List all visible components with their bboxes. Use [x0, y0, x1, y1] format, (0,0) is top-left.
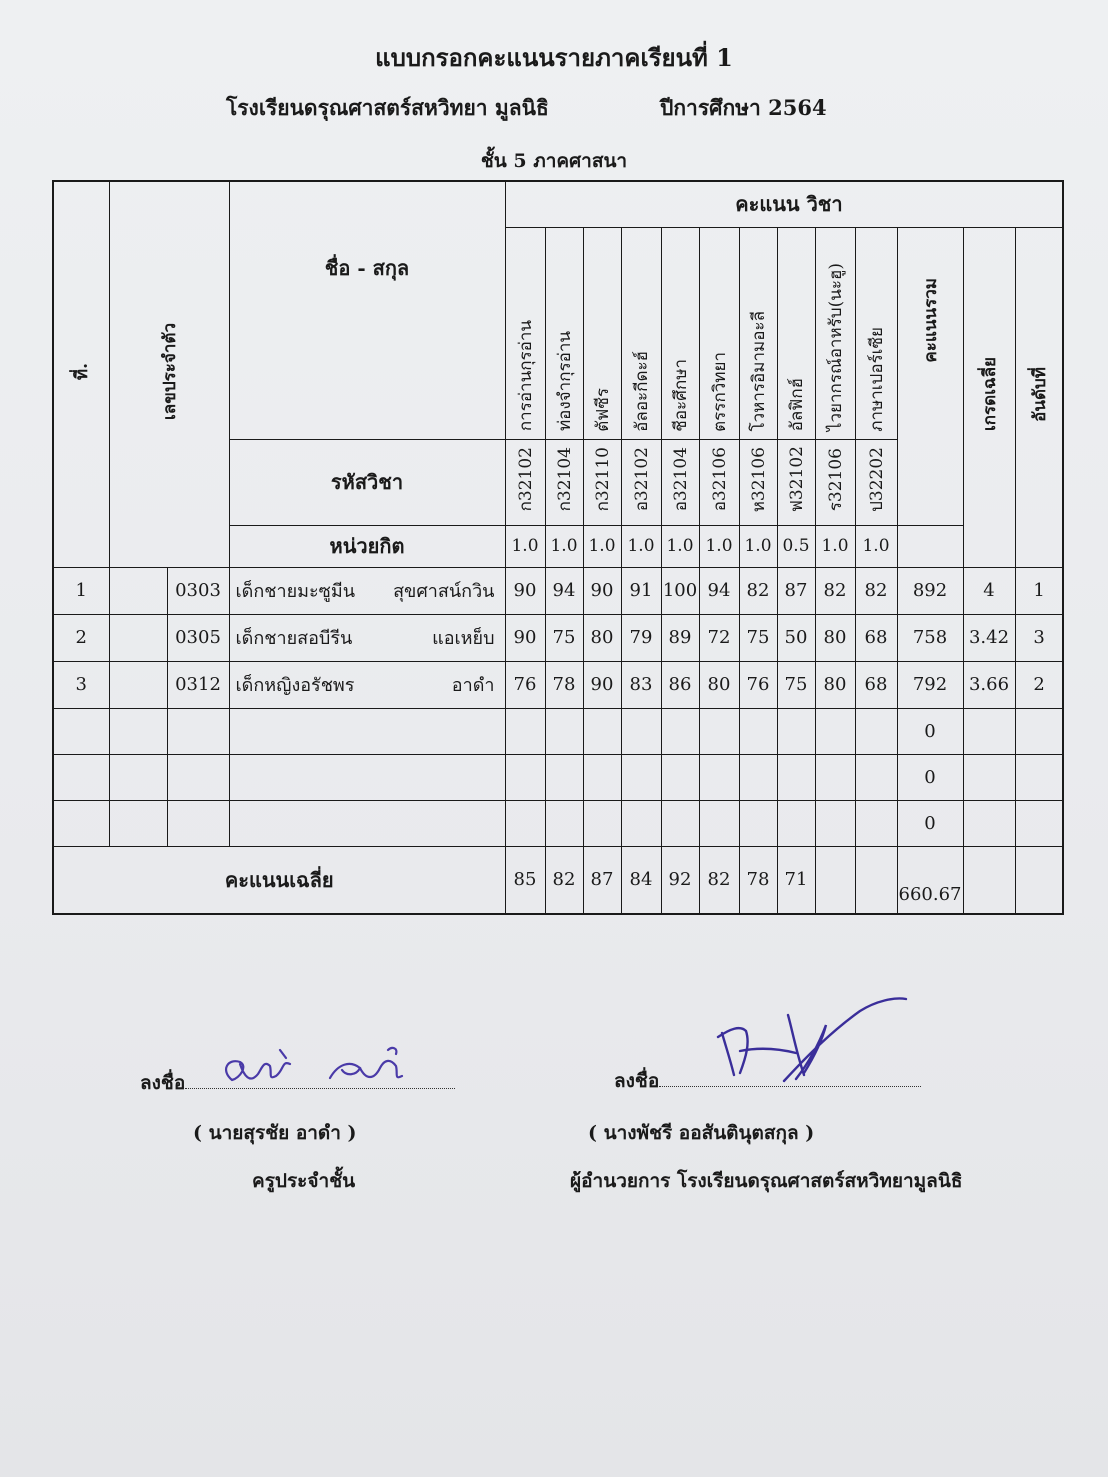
score-cell [815, 800, 855, 846]
subject-credit: 1.0 [505, 525, 545, 567]
avg-rank-empty [1015, 846, 1063, 914]
score-cell [699, 754, 739, 800]
student-row [53, 754, 1063, 800]
school-name: โรงเรียนดรุณศาสตร์สหวิทยา มูลนิธิ [226, 95, 549, 120]
average-score: 84 [621, 846, 661, 914]
subject-code: ก32104 [545, 439, 583, 525]
subject-credit: 1.0 [739, 525, 777, 567]
class-line: ชั้น 5 ภาคศาสนา [480, 150, 628, 172]
score-cell [661, 708, 699, 754]
subject-credit: 1.0 [583, 525, 621, 567]
average-score [815, 846, 855, 914]
right-signer-name: ( นางพัชรี ออสันตินุตสกุล ) [588, 1122, 815, 1144]
score-cell: 90 [583, 567, 621, 614]
student-id: 0303 [167, 567, 229, 614]
total-score: 0 [897, 708, 963, 754]
row-number [53, 708, 109, 754]
score-cell: 68 [855, 661, 897, 708]
score-cell: 90 [505, 567, 545, 614]
score-cell [545, 800, 583, 846]
score-cell: 68 [855, 614, 897, 661]
student-row [53, 661, 1063, 708]
score-cell [621, 754, 661, 800]
score-cell [545, 708, 583, 754]
right-signer-role: ผู้อำนวยการ โรงเรียนดรุณศาสตร์สหวิทยามูลนิธิ [570, 1170, 963, 1192]
student-row [53, 708, 1063, 754]
subject-name-header: ภาษาเปอร์เซีย [855, 227, 897, 439]
row-spacer [109, 708, 167, 754]
student-name [229, 661, 505, 708]
student-name [229, 754, 505, 800]
gpa-cell: 3.66 [963, 661, 1015, 708]
score-cell: 80 [815, 614, 855, 661]
row-number [53, 800, 109, 846]
score-cell [815, 754, 855, 800]
average-score: 71 [777, 846, 815, 914]
score-cell [583, 754, 621, 800]
score-cell: 80 [815, 661, 855, 708]
subject-credit: 1.0 [855, 525, 897, 567]
document-title: แบบกรอกคะแนนรายภาคเรียนที่ 1 [375, 43, 733, 72]
total-score: 892 [897, 567, 963, 614]
subject-code: ฟ32102 [777, 439, 815, 525]
score-cell: 72 [699, 614, 739, 661]
subject-credit: 1.0 [699, 525, 739, 567]
score-cell: 82 [739, 567, 777, 614]
grade-table [52, 180, 1064, 915]
header-student-id: เลขประจำตัว [109, 181, 229, 567]
score-cell: 79 [621, 614, 661, 661]
gpa-cell [963, 800, 1015, 846]
rank-cell [1015, 708, 1063, 754]
student-row [53, 567, 1063, 614]
gpa-cell: 3.42 [963, 614, 1015, 661]
header-code-label: รหัสวิชา [229, 439, 505, 525]
average-score: 78 [739, 846, 777, 914]
row-number: 1 [53, 567, 109, 614]
student-first-name: เด็กชายมะซูมีน [235, 581, 356, 602]
left-sign-label: ลงชื่อ [140, 1072, 186, 1094]
subject-credit: 1.0 [815, 525, 855, 567]
rank-cell: 2 [1015, 661, 1063, 708]
score-cell: 100 [661, 567, 699, 614]
score-cell [661, 800, 699, 846]
average-label: คะแนนเฉลี่ย [53, 846, 505, 914]
total-score: 792 [897, 661, 963, 708]
row-spacer [109, 661, 167, 708]
header-total: คะแนนรวม [897, 227, 963, 525]
row-spacer [109, 800, 167, 846]
score-cell [505, 800, 545, 846]
header-row-group [53, 181, 1063, 227]
subject-code: ป32202 [855, 439, 897, 525]
total-score: 0 [897, 800, 963, 846]
subject-code: ร32106 [815, 439, 855, 525]
score-cell [855, 754, 897, 800]
score-cell: 75 [739, 614, 777, 661]
subject-name-header: ท่องจำกุรอ่าน [545, 227, 583, 439]
subject-credit: 1.0 [545, 525, 583, 567]
score-cell: 75 [777, 661, 815, 708]
header-name: ชื่อ - สกุล [229, 181, 505, 439]
right-handwritten-signature [700, 995, 920, 1095]
subject-code: อ32104 [661, 439, 699, 525]
score-cell: 86 [661, 661, 699, 708]
score-cell: 83 [621, 661, 661, 708]
score-cell [583, 800, 621, 846]
score-cell: 90 [505, 614, 545, 661]
subject-name-header: ตัฟซีร [583, 227, 621, 439]
subject-name-header: อัลฟิกฮ์ [777, 227, 815, 439]
subject-name-header: โวหารอิมามอะลี [739, 227, 777, 439]
row-spacer [109, 614, 167, 661]
score-cell [739, 708, 777, 754]
left-signer-role: ครูประจำชั้น [252, 1170, 356, 1192]
score-cell: 82 [815, 567, 855, 614]
gpa-cell [963, 708, 1015, 754]
average-row [53, 846, 1063, 914]
row-number [53, 754, 109, 800]
average-score: 85 [505, 846, 545, 914]
score-cell: 90 [583, 661, 621, 708]
student-first-name: เด็กชายสอบีรีน [235, 628, 353, 649]
left-handwritten-signature [210, 1040, 440, 1100]
score-cell [855, 708, 897, 754]
rank-cell: 3 [1015, 614, 1063, 661]
score-cell [855, 800, 897, 846]
student-id: 0312 [167, 661, 229, 708]
score-cell [777, 754, 815, 800]
header-rank: อันดับที่ [1015, 227, 1063, 567]
score-cell [699, 708, 739, 754]
row-spacer [109, 567, 167, 614]
score-cell [777, 708, 815, 754]
average-score [855, 846, 897, 914]
rank-cell [1015, 800, 1063, 846]
score-cell [621, 708, 661, 754]
score-cell [777, 800, 815, 846]
subject-credit: 1.0 [621, 525, 661, 567]
subject-code: อ32102 [621, 439, 661, 525]
subject-code: ก32110 [583, 439, 621, 525]
avg-gpa-empty [963, 846, 1015, 914]
row-number: 3 [53, 661, 109, 708]
subject-credit: 1.0 [661, 525, 699, 567]
student-row [53, 614, 1063, 661]
score-cell: 50 [777, 614, 815, 661]
subject-code: อ32106 [699, 439, 739, 525]
header-credit-label: หน่วยกิต [229, 525, 505, 567]
academic-year: ปีการศึกษา 2564 [660, 95, 827, 120]
student-id: 0305 [167, 614, 229, 661]
subject-name-header: ชีอะศึกษา [661, 227, 699, 439]
left-signer-name: ( นายสุรชัย อาดำ ) [193, 1122, 357, 1144]
average-score: 92 [661, 846, 699, 914]
score-cell: 94 [699, 567, 739, 614]
score-cell [505, 754, 545, 800]
subject-name-header: อัลอะกีดะฮ์ [621, 227, 661, 439]
rank-cell [1015, 754, 1063, 800]
total-score: 758 [897, 614, 963, 661]
score-cell [583, 708, 621, 754]
subject-name-header: ตรรกวิทยา [699, 227, 739, 439]
total-score: 0 [897, 754, 963, 800]
gpa-cell [963, 754, 1015, 800]
header-score-group: คะแนน วิชา [505, 181, 1063, 227]
score-cell: 94 [545, 567, 583, 614]
score-cell: 76 [739, 661, 777, 708]
score-cell [739, 754, 777, 800]
score-cell [661, 754, 699, 800]
header-no: ที่. [53, 181, 109, 567]
score-cell [699, 800, 739, 846]
right-sign-label: ลงชื่อ [614, 1070, 660, 1092]
student-id [167, 800, 229, 846]
score-cell: 75 [545, 614, 583, 661]
student-last-name: อาดำ [451, 675, 495, 696]
average-score: 82 [699, 846, 739, 914]
average-total: 660.67 [897, 846, 963, 914]
score-cell: 82 [855, 567, 897, 614]
student-id [167, 708, 229, 754]
score-cell [815, 708, 855, 754]
student-row [53, 800, 1063, 846]
subject-name-header: ไวยากรณ์อาหรับ(นะฮู) [815, 227, 855, 439]
header-gpa: เกรดเฉลี่ย [963, 227, 1015, 567]
rank-cell: 1 [1015, 567, 1063, 614]
score-cell: 76 [505, 661, 545, 708]
subject-code: ก32102 [505, 439, 545, 525]
average-score: 87 [583, 846, 621, 914]
score-cell: 91 [621, 567, 661, 614]
score-cell: 80 [583, 614, 621, 661]
score-cell: 78 [545, 661, 583, 708]
average-score: 82 [545, 846, 583, 914]
student-name [229, 567, 505, 614]
score-cell [545, 754, 583, 800]
student-id [167, 754, 229, 800]
row-number: 2 [53, 614, 109, 661]
student-first-name: เด็กหญิงอรัชพร [235, 675, 355, 696]
subject-code: ห32106 [739, 439, 777, 525]
row-spacer [109, 754, 167, 800]
score-cell: 87 [777, 567, 815, 614]
score-cell [505, 708, 545, 754]
gpa-cell: 4 [963, 567, 1015, 614]
student-name [229, 614, 505, 661]
score-cell [739, 800, 777, 846]
student-last-name: สุขศาสน์กวิน [393, 581, 495, 602]
score-cell: 80 [699, 661, 739, 708]
student-name [229, 800, 505, 846]
student-name [229, 708, 505, 754]
subject-name-header: การอ่านกุรอ่าน [505, 227, 545, 439]
score-cell: 89 [661, 614, 699, 661]
score-cell [621, 800, 661, 846]
student-last-name: แอเหย็บ [432, 628, 495, 649]
subject-credit: 0.5 [777, 525, 815, 567]
